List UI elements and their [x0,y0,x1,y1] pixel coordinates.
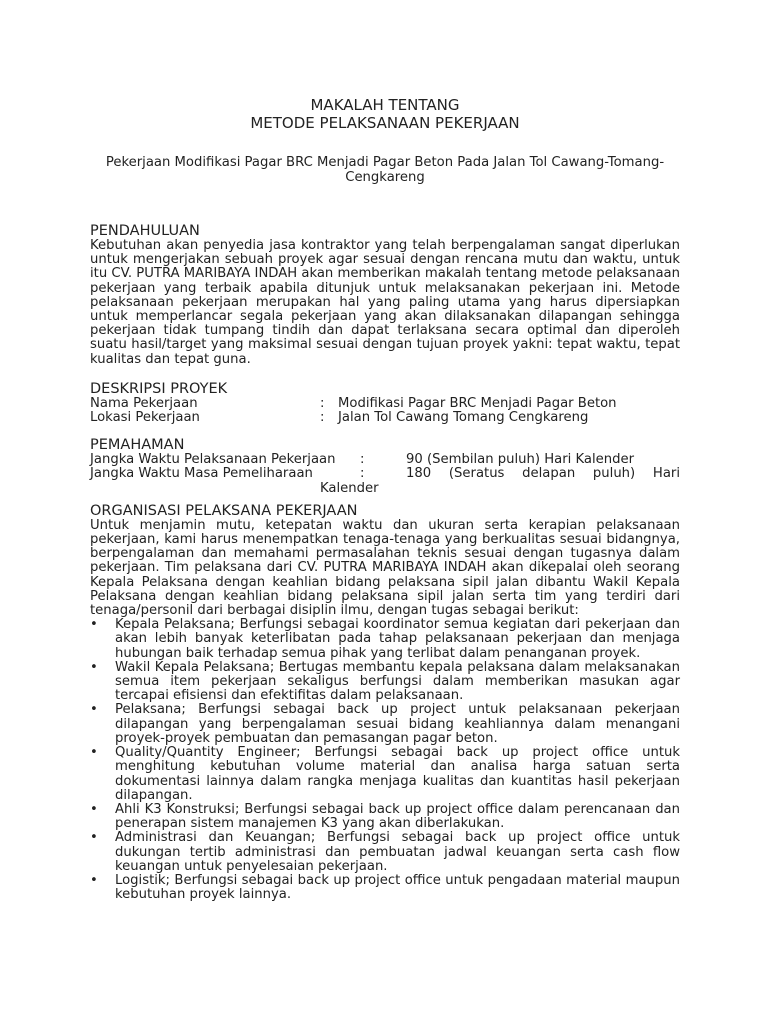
list-item-text: Kepala Pelaksana; Berfungsi sebagai koordinator semua kegiatan dari pekerjaan dan akan lebih banyak keterlibatan pada tahap pelaksanaan pekerjaan dan menjaga hubungan baik terhadap semua pihak yang terlibat dalam penanganan proyek. [115,617,680,661]
bullet-icon: • [90,659,98,675]
title-line-2: METODE PELAKSANAAN PEKERJAAN [250,114,520,132]
list-item-text: Ahli K3 Konstruksi; Berfungsi sebagai back up project office dalam perencanaan dan penerapan sistem manajemen K3 yang akan diberlakukan. [115,801,680,832]
project-name-separator: : [320,395,325,411]
bullet-icon: • [90,702,98,718]
document-page [90,96,680,902]
project-location-separator: : [320,410,325,426]
project-name-label: Nama Pekerjaan [90,395,198,411]
section-heading-deskripsi: DESKRIPSI PROYEK [90,380,228,397]
execution-period-label: Jangka Waktu Pelaksanaan Pekerjaan [90,452,336,468]
project-name-row [90,397,680,411]
list-item [90,803,680,831]
maintenance-period-value: 180 (Seratus delapan puluh) Hari [406,466,680,482]
title-line-1: MAKALAH TENTANG [310,96,460,114]
maintenance-period-row [90,467,680,481]
project-location-value: Jalan Tol Cawang Tomang Cengkareng [338,410,589,426]
maintenance-period-label: Jangka Waktu Masa Pemeliharaan [90,466,313,482]
maintenance-period-separator: : [360,466,365,482]
bullet-icon: • [90,830,98,846]
list-item [90,618,680,661]
list-item [90,661,680,704]
list-item [90,746,680,803]
list-item-text: Administrasi dan Keuangan; Berfungsi sebagai back up project office untuk dukungan tertib administrasi dan pembuatan jadwal keuangan serta cash flow keuangan untuk penyelesaian pekerjaan. [115,830,680,874]
bullet-icon: • [90,617,98,633]
bullet-icon: • [90,801,98,817]
list-item-text: Wakil Kepala Pelaksana; Bertugas membantu kepala pelaksana dalam melaksanakan semua item pekerjaan sekaligus berfungsi dalam memberikan masukan agar tercapai efisiensi dan efektifitas dalam pelaksanaan. [115,659,680,704]
responsibility-list [90,618,680,902]
list-item-text: Logistik; Berfungsi sebagai back up project office untuk pengadaan material maupun kebutuhan proyek lainnya. [115,872,680,903]
bullet-icon: • [90,745,98,761]
list-item [90,703,680,746]
bullet-icon: • [90,872,98,888]
maintenance-period-value-continued: Kalender [320,480,379,496]
execution-period-row [90,453,680,467]
document-subtitle: Pekerjaan Modifikasi Pagar BRC Menjadi Pagar Beton Pada Jalan Tol Cawang-Tomang-Cengkareng [105,155,665,185]
project-location-label: Lokasi Pekerjaan [90,410,200,426]
list-item-text: Quality/Quantity Engineer; Berfungsi sebagai back up project office untuk menghitung kebutuhan volume material dan analisa harga satuan serta dokumentasi lainnya dalam rangka menjaga kualitas dan kuantitas hasil pekerjaan dilapangan. [115,745,680,803]
execution-period-separator: : [360,452,365,468]
organisasi-paragraph: Untuk menjamin mutu, ketepatan waktu dan ukuran serta kerapian pelaksanaan pekerjaan, kami harus menempatkan tenaga-tenaga yang berkualitas sesuai bidangnya, berpengalaman dan memahami permasalahan teknis sesuai dengan tugasnya dalam pekerjaan. Tim pelaksana dari CV. PUTRA MARIBAYA INDAH akan dikepalai oleh seorang Kepala Pelaksana dengan keahlian bidang pelaksana sipil jalan dibantu Wakil Kepala Pelaksana dengan keahlian bidang pelaksana sipil jalan serta tim yang terdiri dari tenaga/personil dari berbagai disiplin ilmu, dengan tugas sebagai berikut: [90,517,680,619]
pendahuluan-paragraph: Kebutuhan akan penyedia jasa kontraktor yang telah berpengalaman sangat diperlukan untuk mengerjakan sebuah proyek agar sesuai dengan rencana mutu dan waktu, untuk itu CV. PUTRA MARIBAYA INDAH akan memberikan makalah tentang metode pelaksanaan pekerjaan yang terbaik apabila ditunjuk untuk melaksanakan pekerjaan ini. Metode pelaksanaan pekerjaan merupakan hal yang paling utama yang harus dipersiapkan untuk memperlancar segala pekerjaan yang akan dilaksanakan dilapangan sehingga pekerjaan tidak tumpang tindih dan dapat terlaksana secara optimal dan diperoleh suatu hasil/target yang maksimal sesuai dengan tujuan proyek yakni: tepat waktu, tepat kualitas dan tepat guna. [90,238,680,367]
section-heading-organisasi: ORGANISASI PELAKSANA PEKERJAAN [90,502,358,519]
project-name-value: Modifikasi Pagar BRC Menjadi Pagar Beton [338,395,617,411]
list-item [90,831,680,874]
project-location-row [90,411,680,425]
list-item [90,874,680,902]
execution-period-value: 90 (Sembilan puluh) Hari Kalender [406,452,635,468]
section-heading-pendahuluan: PENDAHULUAN [90,223,200,239]
document-title [90,96,680,132]
section-heading-pemahaman: PEMAHAMAN [90,437,185,454]
list-item-text: Pelaksana; Berfungsi sebagai back up project untuk pelaksanaan pekerjaan dilapangan yang berpengalaman sesuai bidang keahliannya dalam menangani proyek-proyek pembuatan dan pemasangan pagar beton. [115,702,680,746]
